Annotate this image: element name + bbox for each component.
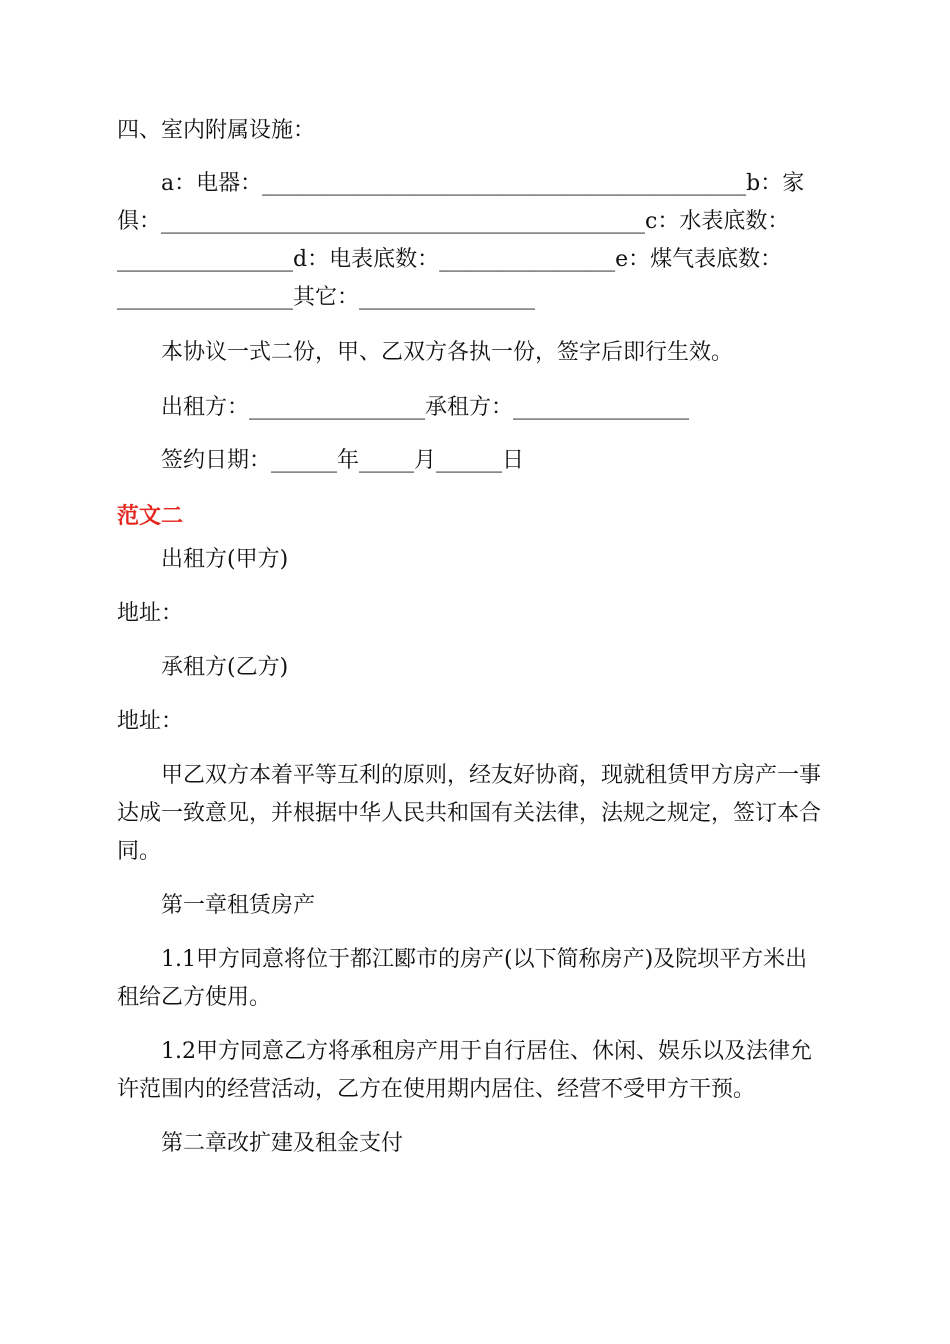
facilities-line-3: ________________d：电表底数：________________e：煤气表底数：: [117, 247, 783, 272]
lessee-address: 地址：: [117, 709, 184, 734]
preamble-line-2: 达成一致意见，并根据中华人民共和国有关法律，法规之规定，签订本合: [117, 801, 822, 826]
clause-1-1-line-1: 1.1甲方同意将位于都江郾市的房产(以下简称房产)及院坝平方米出: [161, 947, 808, 972]
signature-parties: 出租方：________________承租方：________________: [161, 395, 690, 420]
copies-clause: 本协议一式二份，甲、乙双方各执一份，签字后即行生效。: [161, 340, 734, 365]
facilities-line-4: ________________其它：________________: [117, 285, 536, 310]
facilities-line-2: 俱：____________________________________________c：水表底数：: [117, 209, 790, 234]
lessor-label: 出租方(甲方): [161, 547, 289, 572]
lessor-address: 地址：: [117, 601, 184, 626]
chapter-2-title: 第二章改扩建及租金支付: [161, 1131, 404, 1156]
lessee-label: 承租方(乙方): [161, 655, 289, 680]
sample-2-heading: 范文二: [117, 504, 184, 529]
signing-date: 签约日期：______年_____月______日: [161, 448, 525, 473]
clause-1-2-line-2: 许范围内的经营活动，乙方在使用期内居住、经营不受甲方干预。: [117, 1077, 756, 1102]
chapter-1-title: 第一章租赁房产: [161, 893, 316, 918]
preamble-line-3: 同。: [117, 839, 162, 864]
facilities-line-1: a：电器：____________________________________________b：家: [161, 171, 805, 196]
clause-1-1-line-2: 租给乙方使用。: [117, 985, 272, 1010]
section-4-title: 四、室内附属设施：: [117, 118, 316, 143]
clause-1-2-line-1: 1.2甲方同意乙方将承租房产用于自行居住、休闲、娱乐以及法律允: [161, 1039, 812, 1064]
preamble-line-1: 甲乙双方本着平等互利的原则，经友好协商，现就租赁甲方房产一事: [161, 763, 822, 788]
